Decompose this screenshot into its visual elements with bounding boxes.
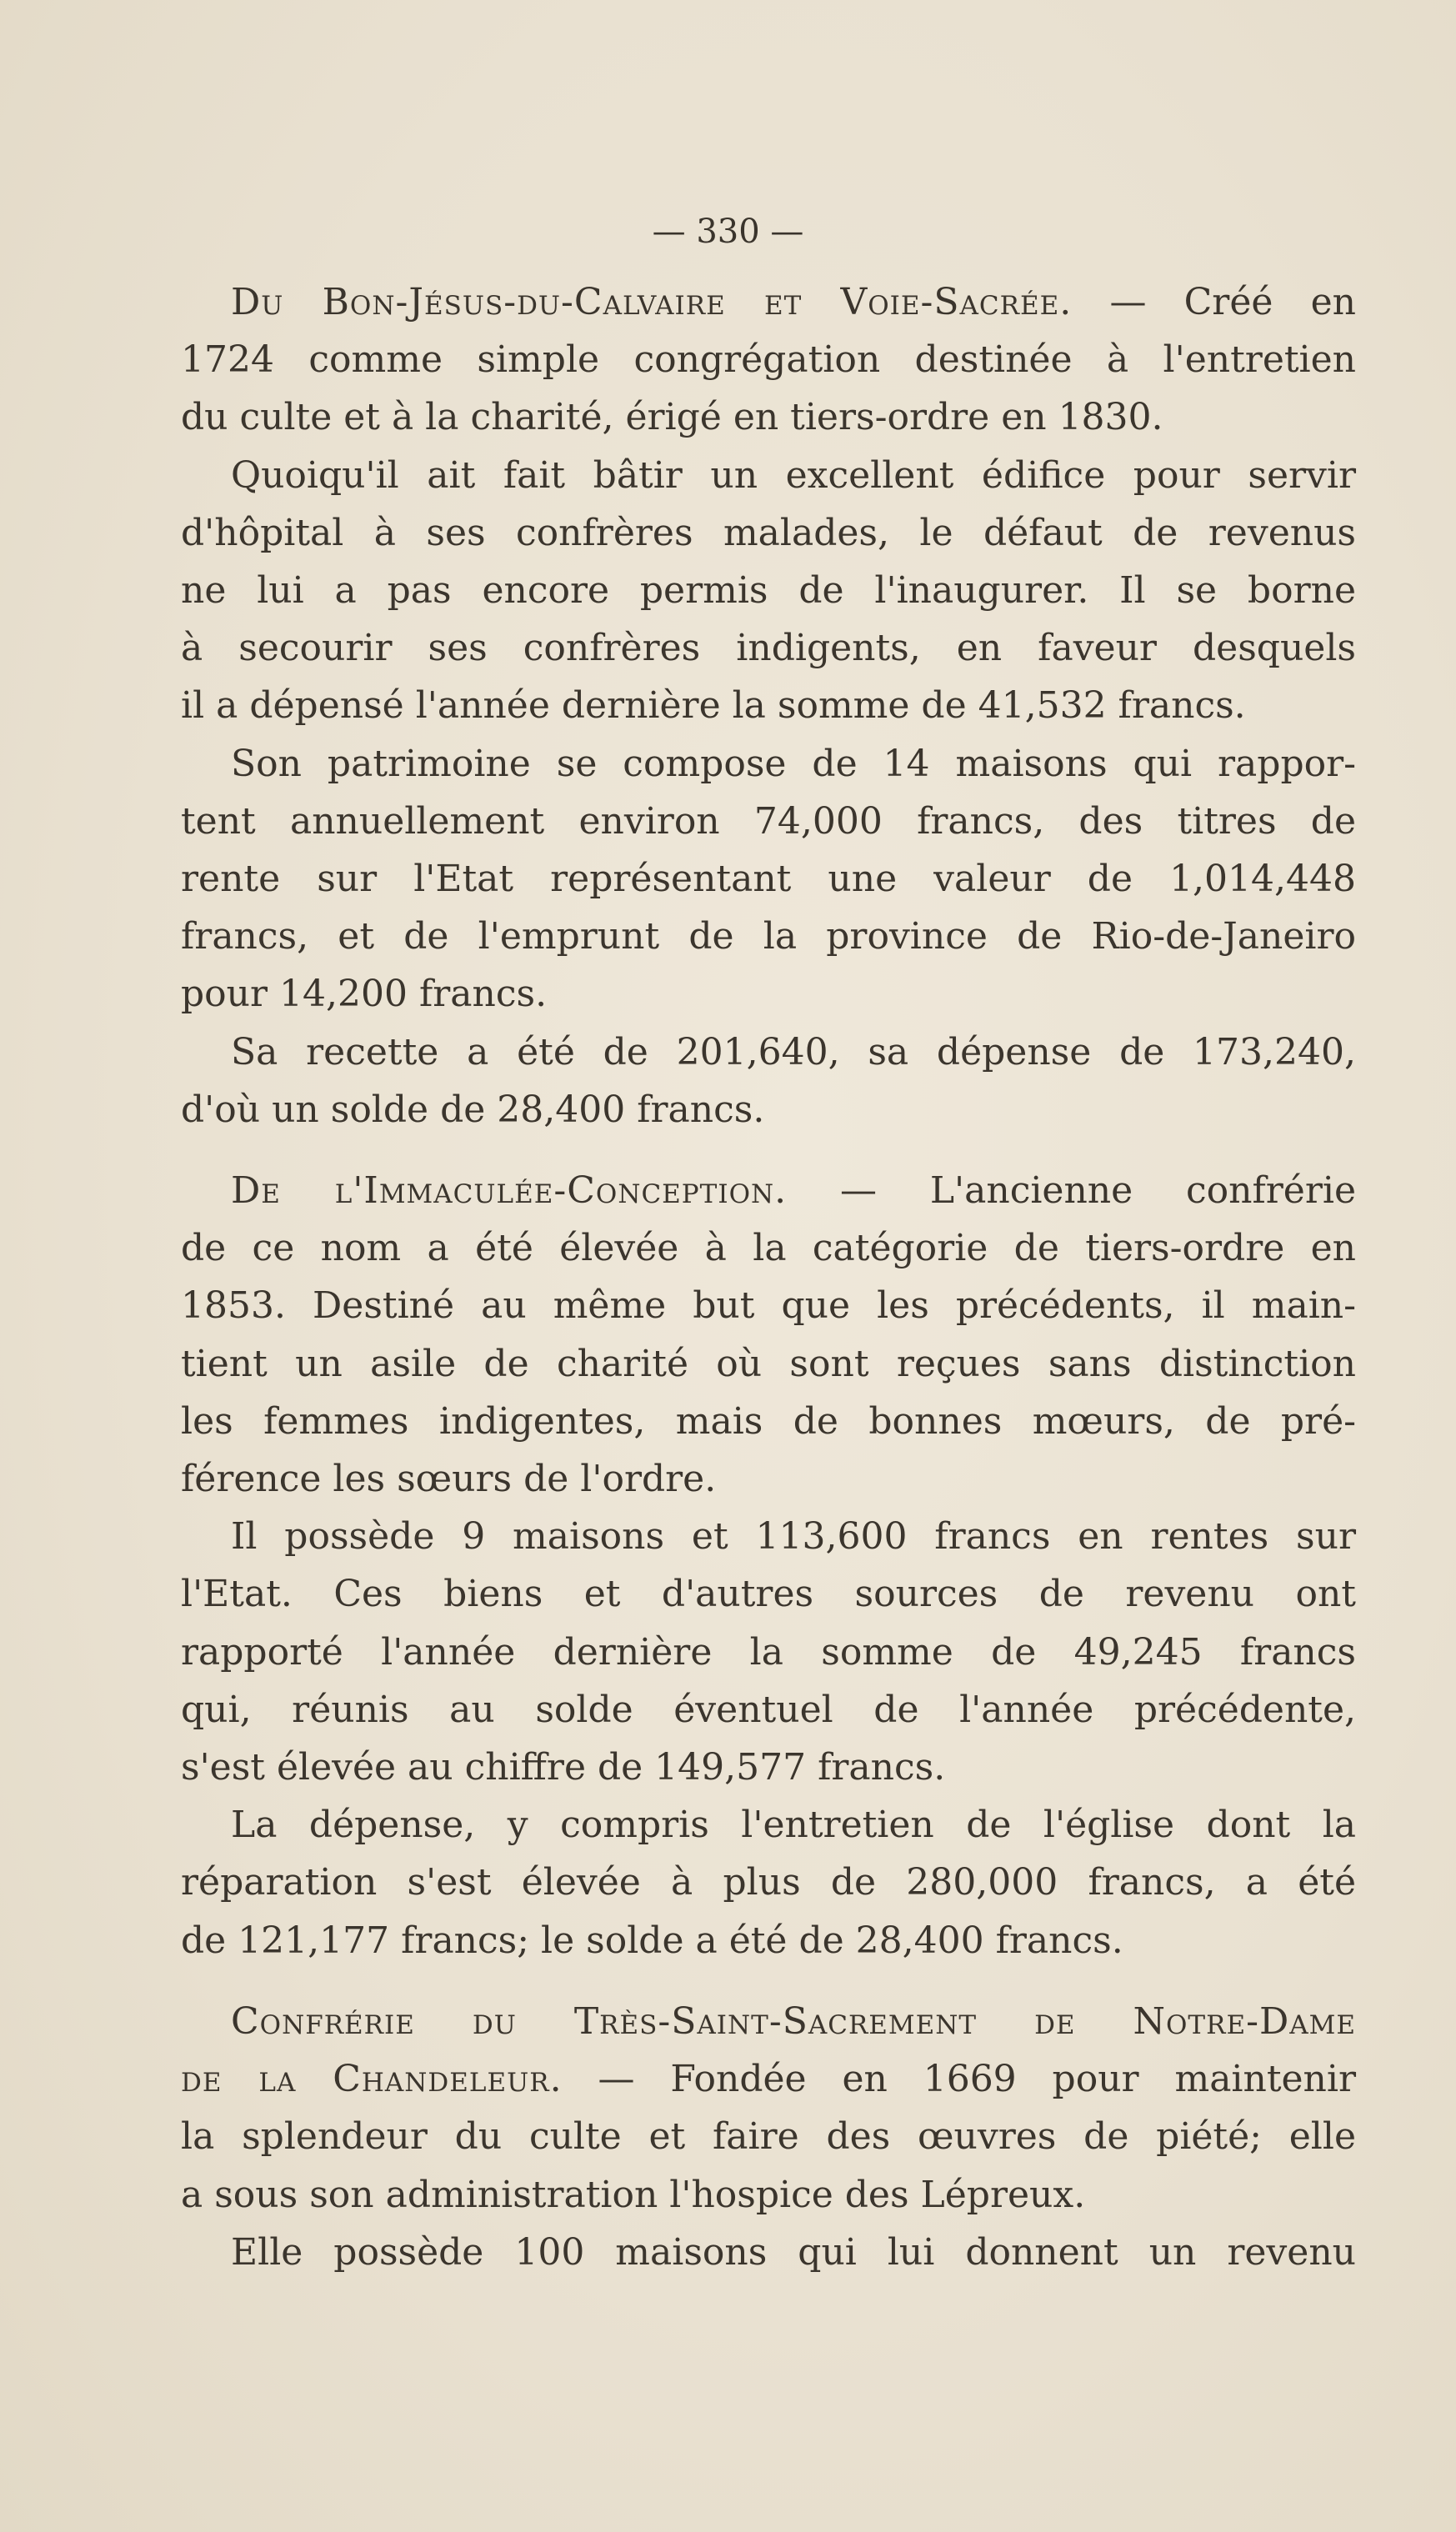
text-line: Quoiqu'il ait fait bâtir un excellent édifice pour servir (231, 453, 1356, 497)
text-line: De l'Immaculée-Conception. — L'ancienne confrérie (231, 1169, 1356, 1213)
text-line: ne lui a pas encore permis de l'inaugurer. Il se borne (181, 569, 1356, 613)
text-line: l'Etat. Ces biens et d'autres sources de revenu ont (181, 1573, 1356, 1616)
section-bon-jesus (181, 273, 1356, 1138)
section-heading: Confrérie du Très-Saint-Sacrement de Notre-Dame (231, 1999, 1356, 2043)
text-line: qui, réunis au solde éventuel de l'année précédente, (181, 1688, 1356, 1731)
text-line: d'où un solde de 28,400 francs. (181, 1088, 765, 1131)
text-line: a sous son administration l'hospice des Lépreux. (181, 2173, 1086, 2216)
section-tres-saint-sacrement (181, 1993, 1356, 2281)
text-line: de la Chandeleur. — Fondée en 1669 pour maintenir (181, 2058, 1356, 2101)
text-line: 1853. Destiné au même but que les précédents, il main- (181, 1284, 1356, 1328)
text-line: rapporté l'année dernière la somme de 49,245 francs (181, 1630, 1356, 1674)
text-line: de 121,177 francs; le solde a été de 28,400 francs. (181, 1919, 1123, 1962)
text-line: réparation s'est élevée à plus de 280,000 francs, a été (181, 1861, 1356, 1904)
text-line: Elle possède 100 maisons qui lui donnent un revenu (231, 2230, 1356, 2274)
text-line: les femmes indigentes, mais de bonnes mœurs, de pré- (181, 1399, 1356, 1443)
text-line: Il possède 9 maisons et 113,600 francs en rentes sur (231, 1515, 1356, 1559)
section-heading-cont: de la Chandeleur. (181, 2058, 563, 2101)
text-line: il a dépensé l'année dernière la somme de 41,532 francs. (181, 684, 1246, 728)
section-heading: Du Bon-Jésus-du-Calvaire et Voie-Sacrée. (231, 281, 1073, 323)
text-line: tient un asile de charité où sont reçues sans distinction (181, 1342, 1356, 1385)
text-line: d'hôpital à ses confrères malades, le défaut de revenus (181, 511, 1356, 554)
text-line: La dépense, y compris l'entretien de l'église dont la (231, 1804, 1356, 1847)
text-line: rente sur l'Etat représentant une valeur de 1,014,448 (181, 858, 1356, 901)
section-immaculee-conception (181, 1162, 1356, 1969)
text-line: Sa recette a été de 201,640, sa dépense de 173,240, (231, 1030, 1356, 1073)
text-line: Du Bon-Jésus-du-Calvaire et Voie-Sacrée. — Créé en (231, 281, 1356, 323)
text-line: tent annuellement environ 74,000 francs, des titres de (181, 799, 1356, 843)
text-line: du culte et à la charité, érigé en tiers-ordre en 1830. (181, 396, 1163, 439)
page-number: — 330 — (652, 213, 804, 251)
text-line: Son patrimoine se compose de 14 maisons qui rappor- (231, 742, 1356, 785)
page-body (181, 273, 1356, 2281)
text-line: de ce nom a été élevée à la catégorie de tiers-ordre en (181, 1227, 1356, 1270)
text-line: férence les sœurs de l'ordre. (181, 1458, 717, 1501)
text-line (181, 1993, 1356, 2050)
text-line: pour 14,200 francs. (181, 973, 548, 1016)
text-line: s'est élevée au chiffre de 149,577 francs. (181, 1746, 946, 1789)
text-line: francs, et de l'emprunt de la province de Rio-de-Janeiro (181, 915, 1356, 958)
section-heading: De l'Immaculée-Conception. (231, 1169, 788, 1213)
text-line: la splendeur du culte et faire des œuvres de piété; elle (181, 2115, 1356, 2159)
text-line: à secourir ses confrères indigents, en faveur desquels (181, 627, 1356, 670)
text-line: 1724 comme simple congrégation destinée à l'entretien (181, 338, 1356, 382)
